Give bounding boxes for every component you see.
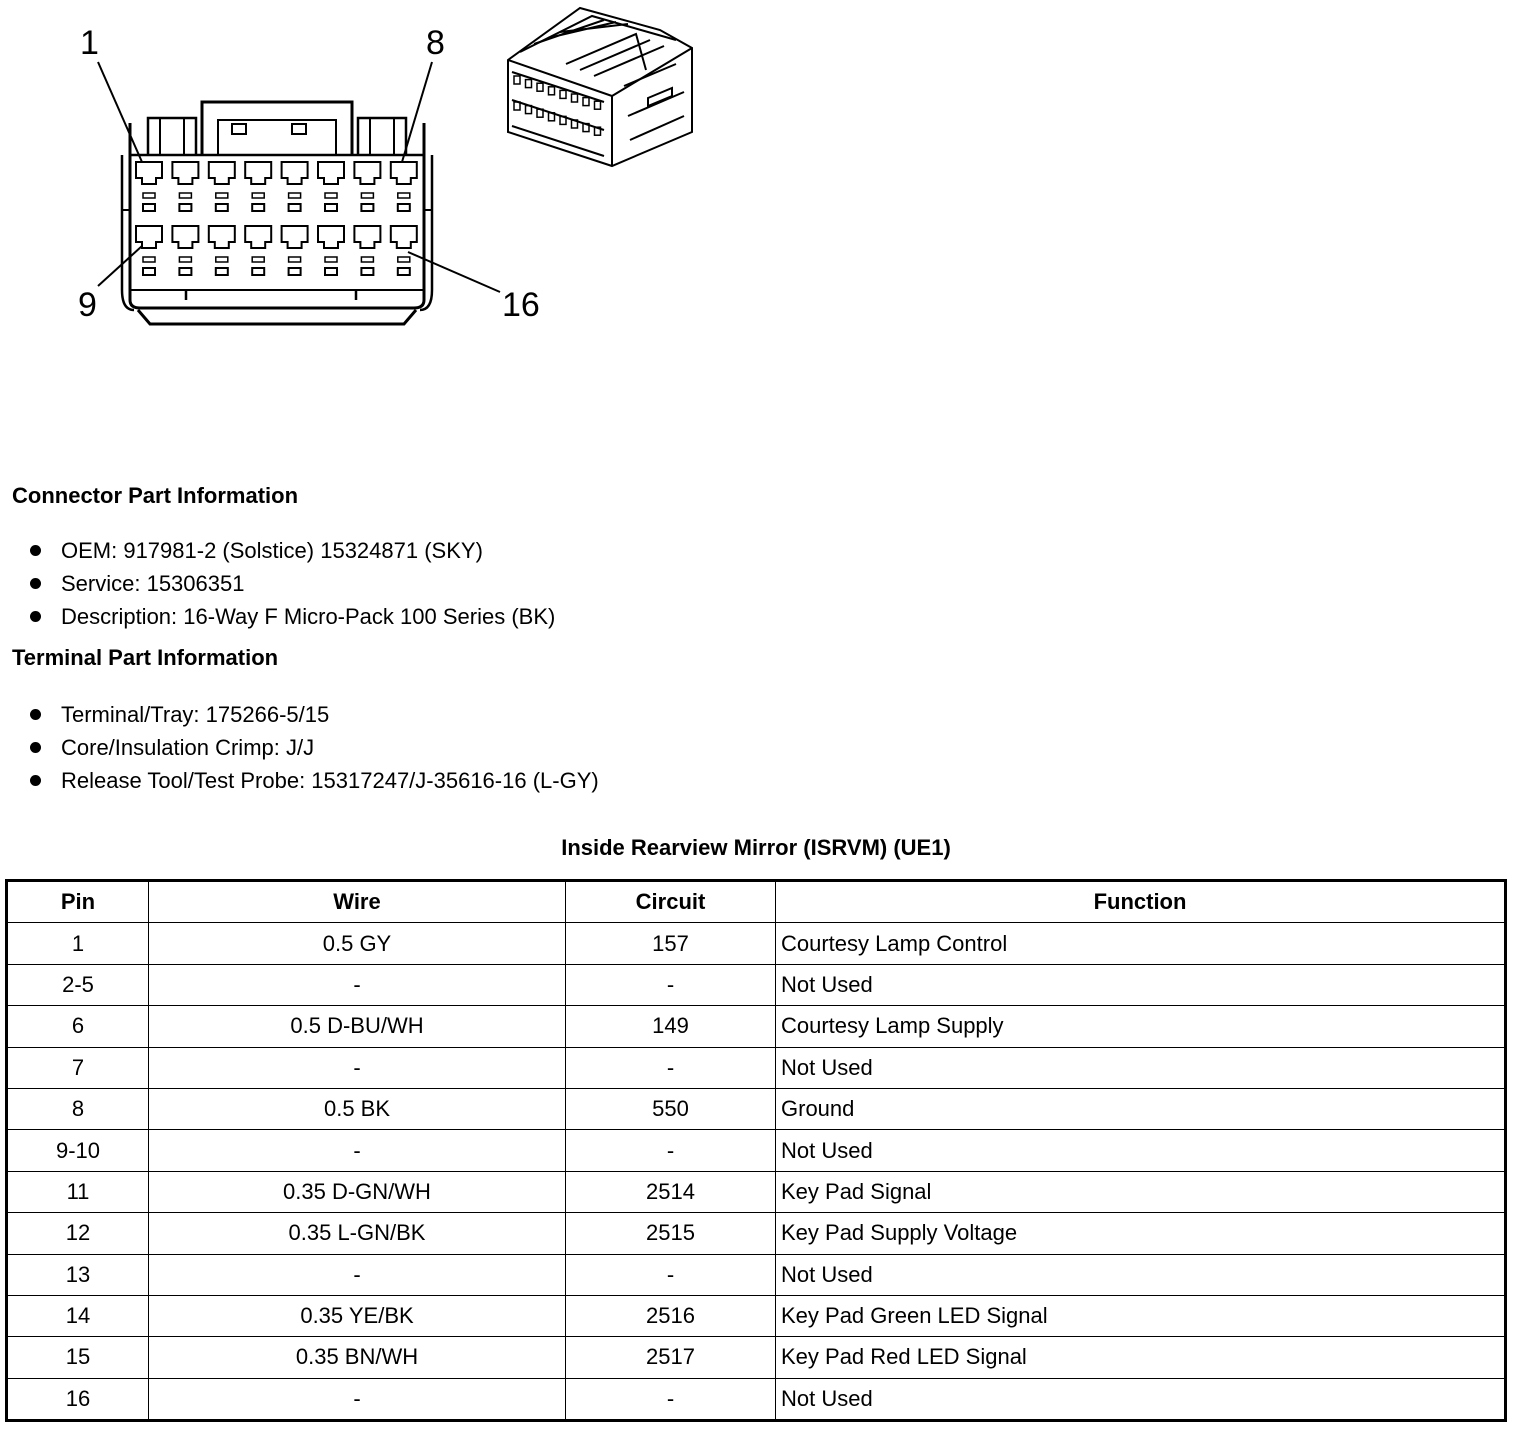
iso-cavity <box>526 80 532 88</box>
pin-cavity <box>172 162 198 211</box>
cell-circuit: 2516 <box>566 1295 776 1336</box>
terminal-info-crimp: Core/Insulation Crimp: J/J <box>28 731 599 764</box>
table-row <box>7 1171 1506 1212</box>
table-row <box>7 1130 1506 1171</box>
cell-circuit: 2514 <box>566 1171 776 1212</box>
connector-info-list <box>28 534 555 633</box>
cell-function: Key Pad Signal <box>776 1171 1506 1212</box>
pin-cavity <box>136 162 162 211</box>
cell-function: Not Used <box>776 1047 1506 1088</box>
table-row <box>7 964 1506 1005</box>
connector-cavities <box>136 162 417 275</box>
header-circuit: Circuit <box>566 881 776 923</box>
cell-pin: 8 <box>7 1088 149 1129</box>
cell-circuit: 157 <box>566 923 776 964</box>
pin-cavity <box>245 162 271 211</box>
table-row <box>7 1295 1506 1336</box>
pin-label-1: 1 <box>80 24 99 62</box>
pin-cavity <box>391 162 417 211</box>
cell-wire: 0.5 BK <box>149 1088 566 1129</box>
iso-cavity <box>537 83 543 91</box>
isometric-cavities <box>514 76 601 135</box>
pinout-table-title: Inside Rearview Mirror (ISRVM) (UE1) <box>561 835 951 860</box>
pin-label-9: 9 <box>78 286 97 324</box>
cell-wire: - <box>149 1378 566 1420</box>
cell-circuit: 149 <box>566 1006 776 1047</box>
cell-wire: 0.5 D-BU/WH <box>149 1006 566 1047</box>
pinout-table <box>5 879 1507 1422</box>
table-row <box>7 1006 1506 1047</box>
table-row <box>7 1378 1506 1420</box>
cell-pin: 11 <box>7 1171 149 1212</box>
pin-cavity <box>318 162 344 211</box>
pin-cavity <box>282 226 308 275</box>
cell-circuit: - <box>566 1378 776 1420</box>
cell-pin: 13 <box>7 1254 149 1295</box>
connector-info-description: Description: 16-Way F Micro-Pack 100 Series (BK) <box>28 600 555 633</box>
cell-wire: - <box>149 1254 566 1295</box>
terminal-info-title: Terminal Part Information <box>12 645 279 670</box>
connector-info-service: Service: 15306351 <box>28 567 555 600</box>
cell-wire: 0.35 YE/BK <box>149 1295 566 1336</box>
table-row <box>7 1254 1506 1295</box>
table-row <box>7 1213 1506 1254</box>
pin-cavity <box>209 226 235 275</box>
iso-cavity <box>514 76 520 84</box>
cell-pin: 9-10 <box>7 1130 149 1171</box>
terminal-info-tray: Terminal/Tray: 175266-5/15 <box>28 698 599 731</box>
cell-wire: - <box>149 964 566 1005</box>
cell-wire: 0.35 L-GN/BK <box>149 1213 566 1254</box>
cell-wire: - <box>149 1047 566 1088</box>
cell-circuit: - <box>566 1047 776 1088</box>
cell-wire: 0.5 GY <box>149 923 566 964</box>
pin-label-16: 16 <box>502 286 540 324</box>
cell-pin: 1 <box>7 923 149 964</box>
pin-cavity <box>282 162 308 211</box>
header-wire: Wire <box>149 881 566 923</box>
cell-function: Not Used <box>776 964 1506 1005</box>
pin-label-8: 8 <box>426 24 445 62</box>
connector-isometric-view <box>508 8 692 166</box>
cell-function: Not Used <box>776 1254 1506 1295</box>
table-row <box>7 1047 1506 1088</box>
pin-cavity <box>136 226 162 275</box>
cell-wire: 0.35 BN/WH <box>149 1337 566 1378</box>
cell-circuit: 2517 <box>566 1337 776 1378</box>
cell-pin: 16 <box>7 1378 149 1420</box>
cell-circuit: - <box>566 1254 776 1295</box>
pin-cavity <box>354 226 380 275</box>
pin-cavity <box>318 226 344 275</box>
cell-pin: 2-5 <box>7 964 149 1005</box>
cell-pin: 14 <box>7 1295 149 1336</box>
header-pin: Pin <box>7 881 149 923</box>
iso-cavity <box>595 101 601 109</box>
terminal-info-tool: Release Tool/Test Probe: 15317247/J-35616-16 (L-GY) <box>28 764 599 797</box>
pin-cavity <box>172 226 198 275</box>
table-row <box>7 1088 1506 1129</box>
connector-diagram <box>0 0 720 340</box>
connector-face-view <box>122 102 432 324</box>
cell-pin: 12 <box>7 1213 149 1254</box>
pin-cavity <box>245 226 271 275</box>
cell-wire: 0.35 D-GN/WH <box>149 1171 566 1212</box>
pin-cavity <box>209 162 235 211</box>
cell-pin: 15 <box>7 1337 149 1378</box>
pin-cavity <box>354 162 380 211</box>
terminal-info-list <box>28 698 599 797</box>
connector-info-title: Connector Part Information <box>12 483 299 508</box>
cell-function: Courtesy Lamp Supply <box>776 1006 1506 1047</box>
cell-circuit: - <box>566 1130 776 1171</box>
cell-function: Key Pad Red LED Signal <box>776 1337 1506 1378</box>
cell-function: Courtesy Lamp Control <box>776 923 1506 964</box>
iso-cavity <box>560 90 566 98</box>
iso-cavity <box>549 87 555 95</box>
cell-wire: - <box>149 1130 566 1171</box>
cell-pin: 6 <box>7 1006 149 1047</box>
header-function: Function <box>776 881 1506 923</box>
cell-function: Key Pad Supply Voltage <box>776 1213 1506 1254</box>
cell-function: Not Used <box>776 1130 1506 1171</box>
iso-cavity <box>572 94 578 102</box>
cell-function: Key Pad Green LED Signal <box>776 1295 1506 1336</box>
table-row <box>7 923 1506 964</box>
connector-info-oem: OEM: 917981-2 (Solstice) 15324871 (SKY) <box>28 534 555 567</box>
cell-circuit: - <box>566 964 776 1005</box>
cell-function: Ground <box>776 1088 1506 1129</box>
table-header-row <box>7 881 1506 923</box>
cell-circuit: 550 <box>566 1088 776 1129</box>
cell-pin: 7 <box>7 1047 149 1088</box>
cell-circuit: 2515 <box>566 1213 776 1254</box>
pin-cavity <box>391 226 417 275</box>
table-row <box>7 1337 1506 1378</box>
cell-function: Not Used <box>776 1378 1506 1420</box>
iso-cavity <box>583 98 589 106</box>
